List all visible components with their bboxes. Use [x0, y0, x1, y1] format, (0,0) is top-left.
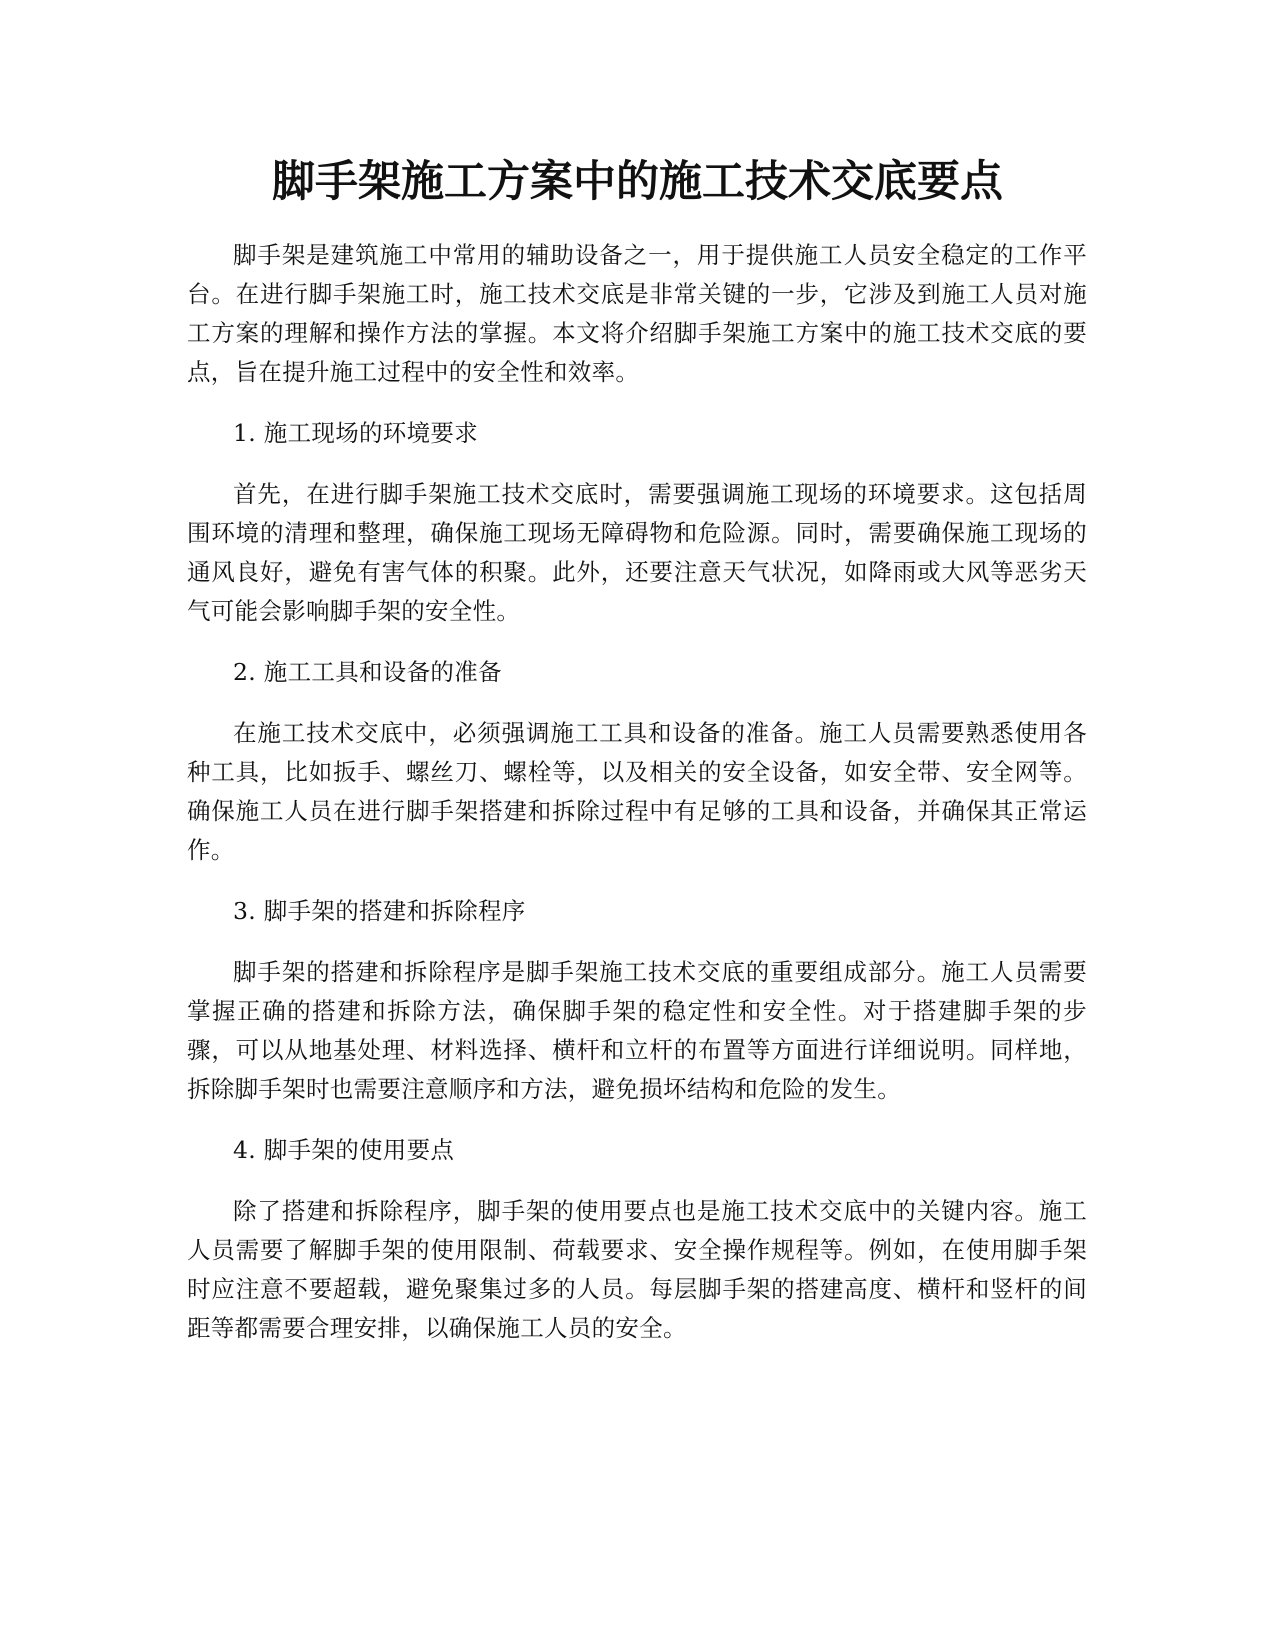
- document-title: 脚手架施工方案中的施工技术交底要点: [272, 157, 1003, 207]
- section-paragraph-1: 首先，在进行脚手架施工技术交底时，需要强调施工现场的环境要求。这包括周围环境的清理和整理，确保施工现场无障碍物和危险源。同时，需要确保施工现场的通风良好，避免有害气体的积聚。此外，还要注意天气状况，如降雨或大风等恶劣天气可能会影响脚手架的安全性。: [187, 480, 1087, 625]
- section-paragraph-2: 在施工技术交底中，必须强调施工工具和设备的准备。施工人员需要熟悉使用各种工具，比如扳手、螺丝刀、螺栓等，以及相关的安全设备，如安全带、安全网等。确保施工人员在进行脚手架搭建和拆除过程中有足够的工具和设备，并确保其正常运作。: [187, 719, 1087, 864]
- section-heading-4: 4. 脚手架的使用要点: [233, 1136, 455, 1164]
- section-heading-3: 3. 脚手架的搭建和拆除程序: [233, 897, 526, 925]
- document-body: [187, 236, 1087, 1370]
- section-paragraph-4: 除了搭建和拆除程序，脚手架的使用要点也是施工技术交底中的关键内容。施工人员需要了解脚手架的使用限制、荷载要求、安全操作规程等。例如，在使用脚手架时应注意不要超载，避免聚集过多的人员。每层脚手架的搭建高度、横杆和竖杆的间距等都需要合理安排，以确保施工人员的安全。: [187, 1197, 1087, 1342]
- intro-paragraph: 脚手架是建筑施工中常用的辅助设备之一，用于提供施工人员安全稳定的工作平台。在进行脚手架施工时，施工技术交底是非常关键的一步，它涉及到施工人员对施工方案的理解和操作方法的掌握。本文将介绍脚手架施工方案中的施工技术交底的要点，旨在提升施工过程中的安全性和效率。: [187, 241, 1087, 386]
- section-heading-1: 1. 施工现场的环境要求: [233, 419, 478, 447]
- section-paragraph-3: 脚手架的搭建和拆除程序是脚手架施工技术交底的重要组成部分。施工人员需要掌握正确的搭建和拆除方法，确保脚手架的稳定性和安全性。对于搭建脚手架的步骤，可以从地基处理、材料选择、横杆和立杆的布置等方面进行详细说明。同样地，拆除脚手架时也需要注意顺序和方法，避免损坏结构和危险的发生。: [187, 958, 1087, 1103]
- section-heading-2: 2. 施工工具和设备的准备: [233, 658, 502, 686]
